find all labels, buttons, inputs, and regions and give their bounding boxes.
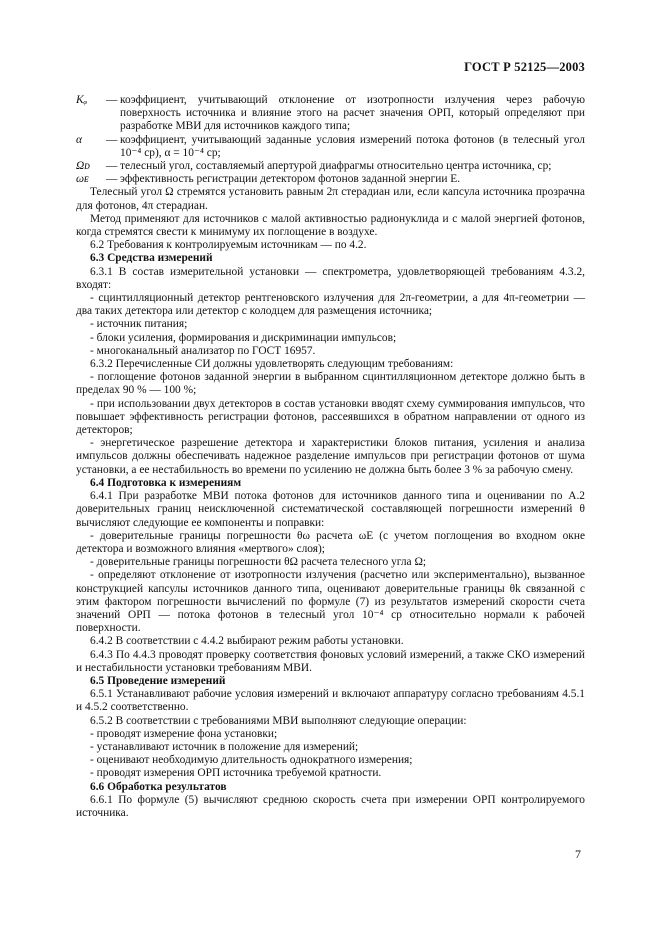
paragraph: - оценивают необходимую длительность однократного измерения;: [90, 754, 413, 767]
definition-symbol: Ωᴅ: [76, 160, 91, 173]
definition-symbol: ωᴇ: [76, 173, 89, 186]
paragraph: - доверительные границы погрешности θΩ расчета телесного угла Ω;: [90, 556, 427, 569]
section-heading: 6.4 Подготовка к измерениям: [90, 476, 242, 489]
paragraph: - проводят измерение фона установки;: [90, 727, 278, 740]
section-heading: 6.5 Проведение измерений: [90, 674, 226, 687]
paragraph: - устанавливают источник в положение для измерений;: [90, 740, 359, 753]
paragraph: - многоканальный анализатор по ГОСТ 16957.: [90, 344, 316, 357]
definition-item: [76, 134, 585, 160]
paragraph: 6.4.3 По 4.4.3 проводят проверку соответствия фоновых условий измерений, а также СКО измерений и нестабильности установки требованиям МВИ.: [76, 648, 585, 674]
definition-item: [76, 94, 585, 134]
paragraph: 6.4.1 При разработке МВИ потока фотонов для источников данного типа и оценивании по А.2 доверительных границ неисключенной систематической составляющей погрешности измерений θ вычисляют следующие ее компоненты и поправки:: [76, 490, 585, 529]
paragraph: - сцинтилляционный детектор рентгеновского излучения для 2π-геометрии, а для 4π-геометрии — два таких детектора или детектор с колодцем для размещения источника;: [76, 292, 585, 318]
definition-dash: —: [106, 173, 118, 186]
page-number: 7: [575, 847, 581, 861]
paragraph: 6.3.1 В состав измерительной установки — спектрометра, удовлетворяющей требованиям 4.3.2, входят:: [76, 265, 585, 291]
definition-symbol: α: [76, 133, 82, 146]
definition-dash: —: [106, 94, 118, 106]
definition-text: телесный угол, составляемый апертурой диафрагмы относительно центра источника, ср;: [120, 160, 552, 173]
paragraph: Метод применяют для источников с малой активностью радионуклида и с малой энергией фотонов, когда стремятся свести к минимуму их поглощение в воздухе.: [76, 212, 585, 239]
paragraph: - проводят измерения ОРП источника требуемой кратности.: [90, 767, 382, 780]
paragraph: 6.6.1 По формуле (5) вычисляют среднюю скорость счета при измерении ОРП контролируемого источника.: [76, 793, 585, 819]
paragraph: 6.3.2 Перечисленные СИ должны удовлетворять следующим требованиям:: [90, 358, 454, 371]
paragraphs: [76, 186, 585, 820]
paragraph: - при использовании двух детекторов в состав установки вводят схему суммирования импульсов, что повышает эффективность регистрации фотонов, рассеявшихся в обратном направлении от одного из детекторов;: [76, 397, 585, 437]
paragraph: - блоки усиления, формирования и дискриминации импульсов;: [90, 331, 397, 344]
section-heading: 6.6 Обработка результатов: [90, 780, 227, 793]
definition-text: коэффициент, учитывающий отклонение от изотропности излучения через рабочую поверхность источника и влияние этого на расчет значения ОРП, который определяют при разработке МВИ для источников каждого типа;: [120, 94, 585, 133]
definition-dash: —: [106, 133, 118, 146]
paragraph: 6.5.1 Устанавливают рабочие условия измерений и включают аппаратуру согласно требованиям 4.5.1 и 4.5.2 соответственно.: [76, 688, 585, 714]
definition-dash: —: [106, 160, 118, 173]
definition-item: [76, 173, 585, 186]
paragraph: 6.2 Требования к контролируемым источникам — по 4.2.: [90, 239, 367, 252]
page-body: [76, 94, 585, 820]
paragraph: - энергетическое разрешение детектора и характеристики блоков питания, усиления и анализа импульсов должны обеспечивать надежное разделение импульсов при регистрации фотонов от шума установки, а ее нестабильность во времени по усилению не должна быть более 3 % за рабочую смену.: [76, 437, 585, 476]
definition-text: коэффициент, учитывающий заданные условия измерений потока фотонов (в телесный угол 10⁻⁴ ср), α = 10⁻⁴ ср;: [120, 133, 585, 159]
paragraph: - поглощение фотонов заданной энергии в выбранном сцинтилляционном детекторе должно быть в пределах 90 % — 100 %;: [76, 371, 585, 397]
paragraph: - источник питания;: [90, 318, 188, 331]
paragraph: - определяют отклонение от изотропности излучения (расчетно или экспериментально), вызванное конструкцией капсулы источников данного типа, оценивают доверительные границы θk связанной с этим фактором погрешности вычислений по формуле (7) из результатов измерений скорости счета значений ОРП — потока фотонов в телесный угол 10⁻⁴ ср относительно нормали к рабочей поверхности.: [76, 569, 585, 635]
paragraph: 6.4.2 В соответствии с 4.4.2 выбирают режим работы установки.: [90, 635, 404, 648]
paragraph: - доверительные границы погрешности θω расчета ωE (с учетом поглощения во входном окне детектора и возможного влияния «мертвого» слоя);: [76, 529, 585, 555]
definition-text: эффективность регистрации детектором фотонов заданной энергии E.: [120, 173, 461, 186]
standard-header: ГОСТ Р 52125—2003: [464, 60, 585, 74]
section-heading: 6.3 Средства измерений: [90, 252, 213, 265]
definitions-list: [76, 94, 585, 186]
paragraph: 6.5.2 В соответствии с требованиями МВИ выполняют следующие операции:: [90, 714, 467, 727]
definition-symbol: Kᵩ: [76, 94, 88, 106]
definition-item: [76, 160, 585, 173]
paragraph: Телесный угол Ω стремятся установить равным 2π стерадиан или, если капсула источника прозрачна для фотонов, 4π стерадиан.: [76, 186, 585, 212]
